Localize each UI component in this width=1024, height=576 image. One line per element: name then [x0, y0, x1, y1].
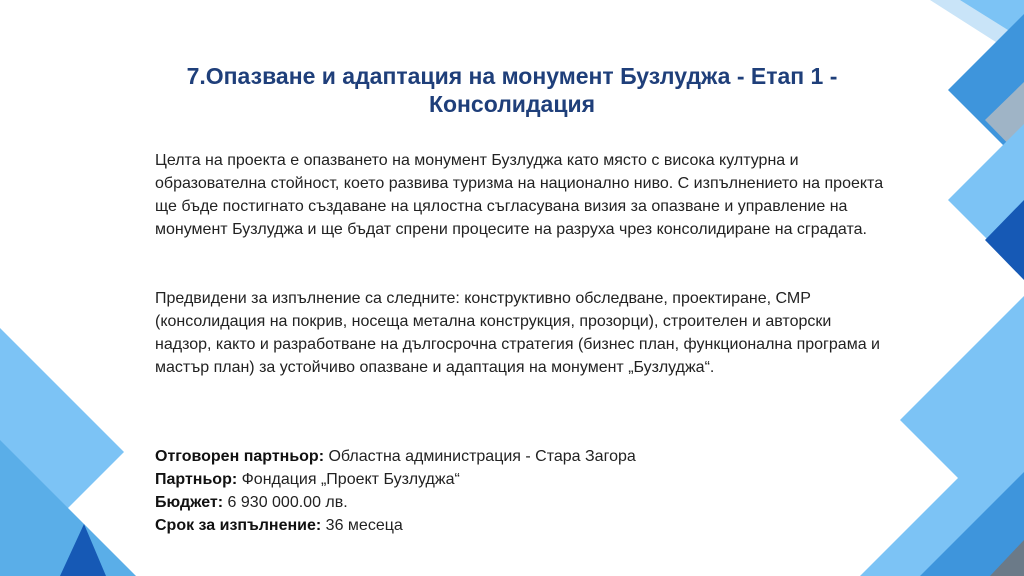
detail-value: 6 930 000.00 лв.	[227, 494, 348, 511]
detail-duration	[155, 514, 855, 537]
detail-responsible-partner	[155, 445, 855, 468]
project-details	[155, 445, 855, 537]
detail-value: 36 месеца	[325, 517, 403, 534]
detail-label: Отговорен партньор:	[155, 448, 325, 465]
detail-value: Областна администрация - Стара Загора	[328, 448, 636, 465]
paragraph-activities: Предвидени за изпълнение са следните: конструктивно обследване, проектиране, СМР (консолидация на покрив, носеща метална конструкция, прозорци), строителен и авторски надзор, както и разработване на дългосрочна стратегия (бизнес план, функционална програма и мастър план) за устойчиво опазване и адаптация на монумент „Бузлуджа“.	[155, 290, 880, 376]
detail-label: Бюджет:	[155, 494, 224, 511]
detail-label: Срок за изпълнение:	[155, 517, 322, 534]
detail-label: Партньор:	[155, 471, 238, 488]
detail-value: Фондация „Проект Бузлуджа“	[241, 471, 460, 488]
paragraph-goal: Целта на проекта е опазването на монумент Бузлуджа като място с висока културна и образователна стойност, което развива туризма на национално ниво. С изпълнението на проекта ще бъде постигнато създаване на цялостна съгласувана визия за опазване и управление на монумент Бузлуджа и ще бъдат спрени процесите на разруха чрез консолидиране на сградата.	[155, 152, 884, 238]
detail-budget	[155, 491, 855, 514]
detail-partner	[155, 468, 855, 491]
slide-title: 7.Опазване и адаптация на монумент Бузлуджа - Етап 1 - Консолидация	[186, 63, 838, 117]
